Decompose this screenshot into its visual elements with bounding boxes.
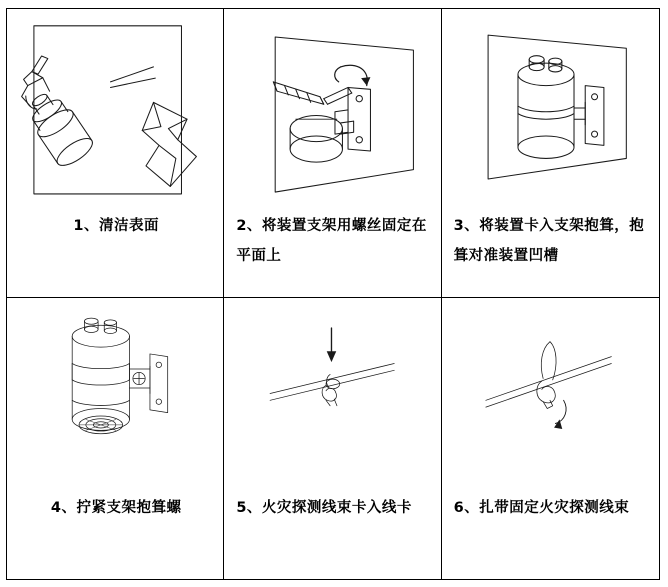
step-1-illustration [7,9,223,207]
step-cell-5 [224,298,441,579]
step-cell-4 [7,298,224,579]
step-2-caption: 2、将装置支架用螺丝固定在平面上 [236,218,427,264]
step-4-illustration [7,298,223,489]
step-4-caption: 4、拧紧支架抱箿螺 [50,500,182,516]
step-1-caption: 1、清洁表面 [73,218,159,234]
step-6-illustration [442,298,659,489]
step-5-illustration [224,298,440,489]
step-cell-3 [442,9,659,298]
step-2-illustration [224,9,440,207]
step-cell-1 [7,9,224,298]
step-6-caption: 6、扎带固定火灾探测线束 [453,500,630,516]
step-cell-2 [224,9,441,298]
step-cell-6 [442,298,659,579]
step-5-caption: 5、火灾探测线束卡入线卡 [236,500,412,516]
steps-grid [6,8,660,580]
step-3-caption: 3、将装置卡入支架抱箿，抱箿对准装置凹槽 [453,218,645,264]
step-3-illustration [442,9,659,207]
